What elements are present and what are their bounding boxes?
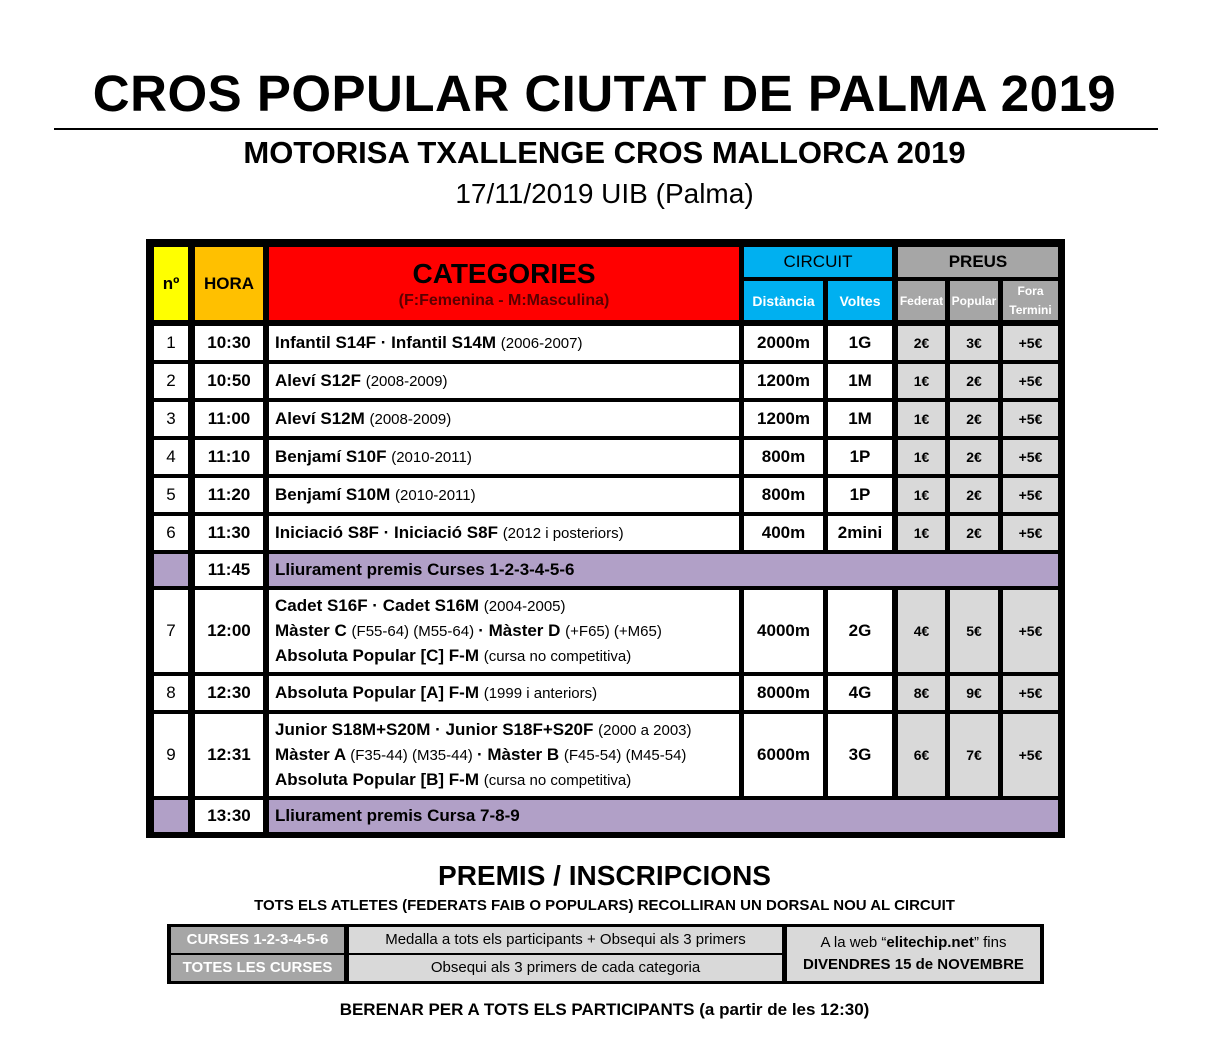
- category-line: Aleví S12F (2008-2009): [275, 370, 448, 390]
- row-distance: 2000m: [744, 326, 823, 360]
- row-voltes: 1P: [828, 478, 892, 512]
- header-federat: Federat: [898, 281, 945, 320]
- row-num: 9: [154, 714, 188, 796]
- row-price-federat: 2€: [898, 326, 945, 360]
- page-title: CROS POPULAR CIUTAT DE PALMA 2019: [92, 65, 1117, 122]
- row-price-popular: 2€: [950, 516, 998, 550]
- row-price-federat: 1€: [898, 516, 945, 550]
- registration-info: [787, 927, 1040, 981]
- category-line: Infantil S14F · Infantil S14M (2006-2007): [275, 332, 583, 352]
- row-distance: 800m: [744, 478, 823, 512]
- header-voltes: Voltes: [828, 281, 892, 320]
- row-price-fora-termini: +5€: [1003, 590, 1058, 672]
- category-line: Cadet S16F · Cadet S16M (2004-2005): [275, 595, 566, 615]
- categories-label: CATEGORIES: [412, 257, 596, 289]
- category-line: Absoluta Popular [B] F-M (cursa no competitiva): [275, 769, 632, 789]
- row-distance: 1200m: [744, 364, 823, 398]
- row-price-fora-termini: +5€: [1003, 440, 1058, 474]
- category-line: Aleví S12M (2008-2009): [275, 408, 452, 428]
- registration-link[interactable]: elitechip.net: [886, 934, 974, 951]
- row-num: 2: [154, 364, 188, 398]
- categories-note: (F:Femenina - M:Masculina): [398, 291, 610, 309]
- row-distance: 6000m: [744, 714, 823, 796]
- header-categories: [269, 247, 739, 320]
- row-hora: 11:10: [195, 440, 263, 474]
- prize-label-curses: CURSES 1-2-3-4-5-6: [171, 927, 344, 953]
- ceremony-num-cell: [154, 554, 188, 586]
- row-price-fora-termini: +5€: [1003, 714, 1058, 796]
- category-line: Junior S18M+S20M · Junior S18F+S20F (2000 a 2003): [275, 719, 692, 739]
- row-num: 8: [154, 676, 188, 710]
- row-categories: [269, 590, 739, 672]
- row-price-federat: 6€: [898, 714, 945, 796]
- header-popular: Popular: [950, 281, 998, 320]
- category-line: Màster A (F35-44) (M35-44) · Màster B (F45-54) (M45-54): [275, 744, 687, 764]
- row-categories: [269, 402, 739, 436]
- row-distance: 800m: [744, 440, 823, 474]
- row-hora: 13:30: [195, 800, 263, 832]
- row-voltes: 1M: [828, 402, 892, 436]
- row-price-fora-termini: +5€: [1003, 478, 1058, 512]
- header-distancia: Distància: [744, 281, 823, 320]
- row-hora: 12:31: [195, 714, 263, 796]
- category-line: Benjamí S10M (2010-2011): [275, 484, 476, 504]
- row-price-federat: 1€: [898, 440, 945, 474]
- row-categories: [269, 326, 739, 360]
- row-num: 7: [154, 590, 188, 672]
- row-price-popular: 2€: [950, 440, 998, 474]
- row-categories: [269, 676, 739, 710]
- row-distance: 400m: [744, 516, 823, 550]
- event-date-location: 17/11/2019 UIB (Palma): [455, 178, 754, 209]
- row-categories: [269, 478, 739, 512]
- row-price-popular: 5€: [950, 590, 998, 672]
- prizes-table: [167, 924, 1044, 984]
- row-price-federat: 1€: [898, 478, 945, 512]
- row-price-federat: 1€: [898, 402, 945, 436]
- row-num: 4: [154, 440, 188, 474]
- row-price-popular: 2€: [950, 402, 998, 436]
- category-line: Absoluta Popular [C] F-M (cursa no competitiva): [275, 645, 632, 665]
- row-hora: 11:45: [195, 554, 263, 586]
- row-hora: 12:30: [195, 676, 263, 710]
- row-price-federat: 8€: [898, 676, 945, 710]
- prize-text-curses: Medalla a tots els participants + Obsequi als 3 primers: [349, 927, 782, 953]
- row-voltes: 2G: [828, 590, 892, 672]
- category-line: Iniciació S8F · Iniciació S8F (2012 i posteriors): [275, 522, 624, 542]
- page-subtitle: MOTORISA TXALLENGE CROS MALLORCA 2019: [243, 135, 966, 170]
- row-voltes: 1M: [828, 364, 892, 398]
- row-num: 3: [154, 402, 188, 436]
- header-preus: PREUS: [898, 247, 1058, 277]
- ceremony-text: Lliurament premis Cursa 7-8-9: [269, 800, 1058, 832]
- row-num: 1: [154, 326, 188, 360]
- row-hora: 11:00: [195, 402, 263, 436]
- row-num: 6: [154, 516, 188, 550]
- prizes-note: TOTS ELS ATLETES (FEDERATS FAIB O POPULARS) RECOLLIRAN UN DORSAL NOU AL CIRCUIT: [254, 897, 955, 914]
- row-price-fora-termini: +5€: [1003, 364, 1058, 398]
- row-distance: 4000m: [744, 590, 823, 672]
- footer-note: BERENAR PER A TOTS ELS PARTICIPANTS (a partir de les 12:30): [339, 1000, 870, 1019]
- title-divider: [54, 128, 1158, 130]
- row-hora: 12:00: [195, 590, 263, 672]
- row-price-popular: 9€: [950, 676, 998, 710]
- schedule-table: [146, 239, 1065, 838]
- ceremony-num-cell: [154, 800, 188, 832]
- category-line: Absoluta Popular [A] F-M (1999 i anteriors): [275, 682, 598, 702]
- row-categories: [269, 440, 739, 474]
- category-line: Màster C (F55-64) (M55-64) · Màster D (+F65) (+M65): [275, 620, 662, 640]
- row-hora: 10:30: [195, 326, 263, 360]
- row-distance: 8000m: [744, 676, 823, 710]
- prize-label-totes: TOTES LES CURSES: [171, 955, 344, 981]
- row-price-fora-termini: +5€: [1003, 402, 1058, 436]
- row-voltes: 2mini: [828, 516, 892, 550]
- row-voltes: 1G: [828, 326, 892, 360]
- row-price-fora-termini: +5€: [1003, 326, 1058, 360]
- header-fora-termini: Fora Termini: [1003, 281, 1058, 320]
- row-num: 5: [154, 478, 188, 512]
- row-price-fora-termini: +5€: [1003, 516, 1058, 550]
- row-categories: [269, 516, 739, 550]
- row-price-popular: 2€: [950, 364, 998, 398]
- prize-text-totes: Obsequi als 3 primers de cada categoria: [349, 955, 782, 981]
- row-distance: 1200m: [744, 402, 823, 436]
- row-price-federat: 1€: [898, 364, 945, 398]
- row-voltes: 3G: [828, 714, 892, 796]
- row-price-federat: 4€: [898, 590, 945, 672]
- row-voltes: 4G: [828, 676, 892, 710]
- registration-deadline: DIVENDRES 15 de NOVEMBRE: [803, 956, 1024, 973]
- row-voltes: 1P: [828, 440, 892, 474]
- ceremony-text: Lliurament premis Curses 1-2-3-4-5-6: [269, 554, 1058, 586]
- row-categories: [269, 714, 739, 796]
- header-hora: HORA: [195, 247, 263, 320]
- header-circuit: CIRCUIT: [744, 247, 892, 277]
- registration-web-line: A la web “elitechip.net” fins: [820, 934, 1007, 951]
- row-price-popular: 2€: [950, 478, 998, 512]
- row-price-popular: 7€: [950, 714, 998, 796]
- category-line: Benjamí S10F (2010-2011): [275, 446, 472, 466]
- row-price-fora-termini: +5€: [1003, 676, 1058, 710]
- row-price-popular: 3€: [950, 326, 998, 360]
- header-num: nº: [154, 247, 188, 320]
- prizes-title: PREMIS / INSCRIPCIONS: [438, 860, 771, 891]
- row-hora: 10:50: [195, 364, 263, 398]
- row-categories: [269, 364, 739, 398]
- row-hora: 11:30: [195, 516, 263, 550]
- row-hora: 11:20: [195, 478, 263, 512]
